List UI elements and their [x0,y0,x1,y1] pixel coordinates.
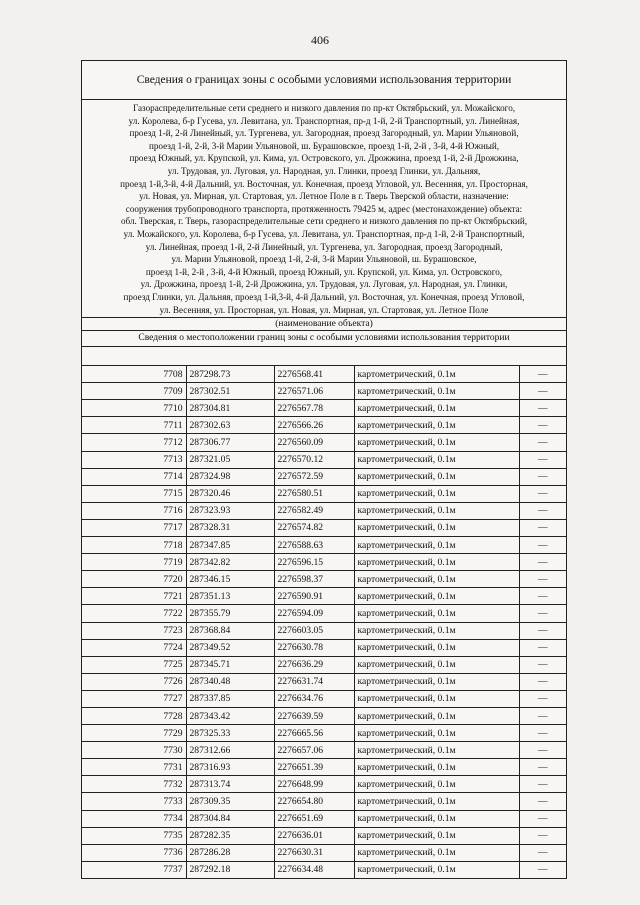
point-number-cell: 7736 [82,844,186,861]
table-row [82,554,566,571]
description-cell: — [519,519,566,536]
point-number-cell: 7715 [82,485,186,502]
x-coordinate-cell: 287345.71 [186,656,274,673]
description-line: ул. Линейная, проезд 1-й, 2-й Линейный, ул. Тургенева, ул. Загородная, проезд Загородный, [145,241,503,252]
description-line: проезд 1-й, 2-й Линейный, ул. Тургенева, ул. Загородная, проезд Загородный, ул. Марии Ульяновой, [129,128,519,139]
description-cell: — [519,485,566,502]
description-line: ул. Можайского, ул. Королева, б-р Гусева, ул. Левитана, ул. Транспортная, пр-д 1-й, 2-й Транспортный, [123,228,525,239]
table-header-spacer [82,346,566,365]
description-cell: — [519,673,566,690]
table-row [82,571,566,588]
description-cell: — [519,793,566,810]
coordinates-table [82,365,566,878]
description-line: ул. Королева, б-р Гусева, ул. Левитана, ул. Транспортная, пр-д 1-й, 2-й Транспортный, ул. Линейная, [128,115,520,126]
method-accuracy-cell: картометрический, 0.1м [354,793,519,810]
x-coordinate-cell: 287355.79 [186,605,274,622]
x-coordinate-cell: 287313.74 [186,776,274,793]
x-coordinate-cell: 287346.15 [186,571,274,588]
description-cell: — [519,622,566,639]
table-row [82,827,566,844]
method-accuracy-cell: картометрический, 0.1м [354,725,519,742]
x-coordinate-cell: 287312.66 [186,742,274,759]
x-coordinate-cell: 287368.84 [186,622,274,639]
method-accuracy-cell: картометрический, 0.1м [354,417,519,434]
description-line: проезд Глинки, ул. Дальняя, проезд 1-й,3-й, 4-й Дальний, ул. Восточная, ул. Конечная, проезд Угловой, [123,291,525,302]
description-line: проезд 1-й,3-й, 4-й Дальний, ул. Восточная, ул. Конечная, проезд Угловой, ул. Весенняя, ул. Просторная, [120,178,528,189]
method-accuracy-cell: картометрический, 0.1м [354,759,519,776]
y-coordinate-cell: 2276566.26 [274,417,354,434]
table-row [82,810,566,827]
point-number-cell: 7711 [82,417,186,434]
table-row [82,519,566,536]
table-row [82,742,566,759]
point-number-cell: 7709 [82,383,186,400]
point-number-cell: 7714 [82,468,186,485]
x-coordinate-cell: 287340.48 [186,673,274,690]
description-cell: — [519,810,566,827]
y-coordinate-cell: 2276636.01 [274,827,354,844]
description-cell: — [519,451,566,468]
method-accuracy-cell: картометрический, 0.1м [354,588,519,605]
point-number-cell: 7732 [82,776,186,793]
method-accuracy-cell: картометрический, 0.1м [354,366,519,383]
y-coordinate-cell: 2276603.05 [274,622,354,639]
table-row [82,400,566,417]
method-accuracy-cell: картометрический, 0.1м [354,690,519,707]
description-cell: — [519,502,566,519]
y-coordinate-cell: 2276596.15 [274,554,354,571]
y-coordinate-cell: 2276594.09 [274,605,354,622]
method-accuracy-cell: картометрический, 0.1м [354,554,519,571]
y-coordinate-cell: 2276571.06 [274,383,354,400]
description-cell: — [519,434,566,451]
y-coordinate-cell: 2276560.09 [274,434,354,451]
document-frame [81,60,567,879]
description-cell: — [519,554,566,571]
method-accuracy-cell: картометрический, 0.1м [354,861,519,878]
point-number-cell: 7721 [82,588,186,605]
x-coordinate-cell: 287304.81 [186,400,274,417]
description-line: ул. Трудовая, ул. Луговая, ул. Народная, ул. Глинки, проезд Глинки, ул. Дальняя, [167,165,481,176]
method-accuracy-cell: картометрический, 0.1м [354,400,519,417]
description-line: проезд 1-й, 2-й , 3-й, 4-й Южный, проезд Южный, ул. Крупской, ул. Кима, ул. Островского, [145,266,503,277]
x-coordinate-cell: 287292.18 [186,861,274,878]
table-row [82,417,566,434]
description-cell: — [519,742,566,759]
description-line: ул. Новая, ул. Мирная, ул. Стартовая, ул. Летное Поле в г. Тверь Тверской области, назначение: [139,191,509,202]
point-number-cell: 7720 [82,571,186,588]
y-coordinate-cell: 2276651.39 [274,759,354,776]
point-number-cell: 7730 [82,742,186,759]
y-coordinate-cell: 2276648.99 [274,776,354,793]
table-row [82,468,566,485]
point-number-cell: 7731 [82,759,186,776]
description-cell: — [519,468,566,485]
method-accuracy-cell: картометрический, 0.1м [354,605,519,622]
y-coordinate-cell: 2276590.91 [274,588,354,605]
point-number-cell: 7710 [82,400,186,417]
description-cell: — [519,776,566,793]
table-row [82,434,566,451]
y-coordinate-cell: 2276657.06 [274,742,354,759]
description-cell: — [519,605,566,622]
table-row [82,366,566,383]
description-line: сооружения трубопроводного транспорта, протяженность 79425 м, адрес (местонахождение) объекта: [125,203,523,214]
description-cell: — [519,656,566,673]
x-coordinate-cell: 287309.35 [186,793,274,810]
x-coordinate-cell: 287302.63 [186,417,274,434]
y-coordinate-cell: 2276567.78 [274,400,354,417]
y-coordinate-cell: 2276572.59 [274,468,354,485]
y-coordinate-cell: 2276582.49 [274,502,354,519]
description-line: обл. Тверская, г. Тверь, газораспределительные сети среднего и низкого давления по пр-кт Октябрьский, [120,216,528,227]
table-row [82,485,566,502]
x-coordinate-cell: 287304.84 [186,810,274,827]
x-coordinate-cell: 287337.85 [186,690,274,707]
table-row [82,793,566,810]
point-number-cell: 7717 [82,519,186,536]
point-number-cell: 7719 [82,554,186,571]
y-coordinate-cell: 2276568.41 [274,366,354,383]
x-coordinate-cell: 287306.77 [186,434,274,451]
x-coordinate-cell: 287349.52 [186,639,274,656]
description-line: проезд Южный, ул. Крупской, ул. Кима, ул. Островского, ул. Дрожжина, проезд 1-й, 2-й Дрожжина, [129,153,519,164]
y-coordinate-cell: 2276570.12 [274,451,354,468]
description-line: ул. Дрожжина, проезд 1-й, 2-й Дрожжина, ул. Трудовая, ул. Луговая, ул. Народная, ул. Глинки, [140,279,508,290]
table-row [82,502,566,519]
method-accuracy-cell: картометрический, 0.1м [354,776,519,793]
method-accuracy-cell: картометрический, 0.1м [354,810,519,827]
table-row [82,776,566,793]
page-number: 406 [311,33,329,47]
description-cell: — [519,861,566,878]
section-title: Сведения о границах зоны с особыми условиями использования территории [82,61,566,100]
x-coordinate-cell: 287351.13 [186,588,274,605]
description-line: Газораспределительные сети среднего и низкого давления по пр-кт Октябрьский, ул. Можайского, [132,103,516,113]
point-number-cell: 7725 [82,656,186,673]
method-accuracy-cell: картометрический, 0.1м [354,519,519,536]
table-row [82,537,566,554]
description-cell: — [519,588,566,605]
method-accuracy-cell: картометрический, 0.1м [354,827,519,844]
x-coordinate-cell: 287316.93 [186,759,274,776]
method-accuracy-cell: картометрический, 0.1м [354,673,519,690]
description-cell: — [519,417,566,434]
method-accuracy-cell: картометрический, 0.1м [354,742,519,759]
point-number-cell: 7726 [82,673,186,690]
description-cell: — [519,690,566,707]
object-name-caption: (наименование объекта) [82,317,566,330]
x-coordinate-cell: 287343.42 [186,707,274,724]
point-number-cell: 7734 [82,810,186,827]
table-row [82,605,566,622]
point-number-cell: 7718 [82,537,186,554]
description-cell: — [519,383,566,400]
y-coordinate-cell: 2276580.51 [274,485,354,502]
description-cell: — [519,725,566,742]
table-row [82,725,566,742]
description-line: ул. Марии Ульяновой, проезд 1-й, 2-й, 3-й Марии Ульяновой, ш. Бурашовское, [171,254,477,265]
point-number-cell: 7716 [82,502,186,519]
table-row [82,759,566,776]
description-cell: — [519,537,566,554]
description-cell: — [519,707,566,724]
method-accuracy-cell: картометрический, 0.1м [354,451,519,468]
point-number-cell: 7722 [82,605,186,622]
table-row [82,588,566,605]
table-row [82,690,566,707]
method-accuracy-cell: картометрический, 0.1м [354,383,519,400]
table-row [82,656,566,673]
method-accuracy-cell: картометрический, 0.1м [354,502,519,519]
table-row [82,673,566,690]
description-cell: — [519,844,566,861]
y-coordinate-cell: 2276636.29 [274,656,354,673]
description-cell: — [519,400,566,417]
x-coordinate-cell: 287302.51 [186,383,274,400]
x-coordinate-cell: 287325.33 [186,725,274,742]
description-cell: — [519,759,566,776]
y-coordinate-cell: 2276651.69 [274,810,354,827]
location-heading: Сведения о местоположении границ зоны с особыми условиями использования территории [82,330,566,346]
point-number-cell: 7728 [82,707,186,724]
description-cell: — [519,366,566,383]
point-number-cell: 7737 [82,861,186,878]
point-number-cell: 7727 [82,690,186,707]
table-row [82,844,566,861]
x-coordinate-cell: 287328.31 [186,519,274,536]
x-coordinate-cell: 287320.46 [186,485,274,502]
method-accuracy-cell: картометрический, 0.1м [354,485,519,502]
x-coordinate-cell: 287298.73 [186,366,274,383]
table-row [82,707,566,724]
description-cell: — [519,571,566,588]
point-number-cell: 7735 [82,827,186,844]
point-number-cell: 7729 [82,725,186,742]
y-coordinate-cell: 2276634.76 [274,690,354,707]
y-coordinate-cell: 2276631.74 [274,673,354,690]
point-number-cell: 7708 [82,366,186,383]
description-cell: — [519,827,566,844]
method-accuracy-cell: картометрический, 0.1м [354,656,519,673]
table-row [82,383,566,400]
description-cell: — [519,639,566,656]
y-coordinate-cell: 2276665.56 [274,725,354,742]
point-number-cell: 7723 [82,622,186,639]
method-accuracy-cell: картометрический, 0.1м [354,537,519,554]
description-line: проезд 1-й, 2-й, 3-й Марии Ульяновой, ш. Бурашовское, проезд 1-й, 2-й , 3-й, 4-й Южный, [148,140,500,151]
x-coordinate-cell: 287347.85 [186,537,274,554]
method-accuracy-cell: картометрический, 0.1м [354,622,519,639]
x-coordinate-cell: 287286.28 [186,844,274,861]
method-accuracy-cell: картометрический, 0.1м [354,844,519,861]
object-description [82,100,566,317]
method-accuracy-cell: картометрический, 0.1м [354,707,519,724]
point-number-cell: 7713 [82,451,186,468]
coordinates-table-body [82,366,566,878]
method-accuracy-cell: картометрический, 0.1м [354,571,519,588]
y-coordinate-cell: 2276639.59 [274,707,354,724]
table-row [82,451,566,468]
y-coordinate-cell: 2276574.82 [274,519,354,536]
x-coordinate-cell: 287324.98 [186,468,274,485]
y-coordinate-cell: 2276634.48 [274,861,354,878]
description-line: ул. Весенняя, ул. Просторная, ул. Новая, ул. Мирная, ул. Стартовая, ул. Летное Поле [159,304,489,315]
x-coordinate-cell: 287282.35 [186,827,274,844]
table-row [82,622,566,639]
table-row [82,639,566,656]
y-coordinate-cell: 2276654.80 [274,793,354,810]
x-coordinate-cell: 287323.93 [186,502,274,519]
point-number-cell: 7724 [82,639,186,656]
y-coordinate-cell: 2276630.31 [274,844,354,861]
y-coordinate-cell: 2276588.63 [274,537,354,554]
method-accuracy-cell: картометрический, 0.1м [354,434,519,451]
x-coordinate-cell: 287321.05 [186,451,274,468]
method-accuracy-cell: картометрический, 0.1м [354,639,519,656]
point-number-cell: 7712 [82,434,186,451]
point-number-cell: 7733 [82,793,186,810]
y-coordinate-cell: 2276598.37 [274,571,354,588]
table-row [82,861,566,878]
method-accuracy-cell: картометрический, 0.1м [354,468,519,485]
x-coordinate-cell: 287342.82 [186,554,274,571]
y-coordinate-cell: 2276630.78 [274,639,354,656]
